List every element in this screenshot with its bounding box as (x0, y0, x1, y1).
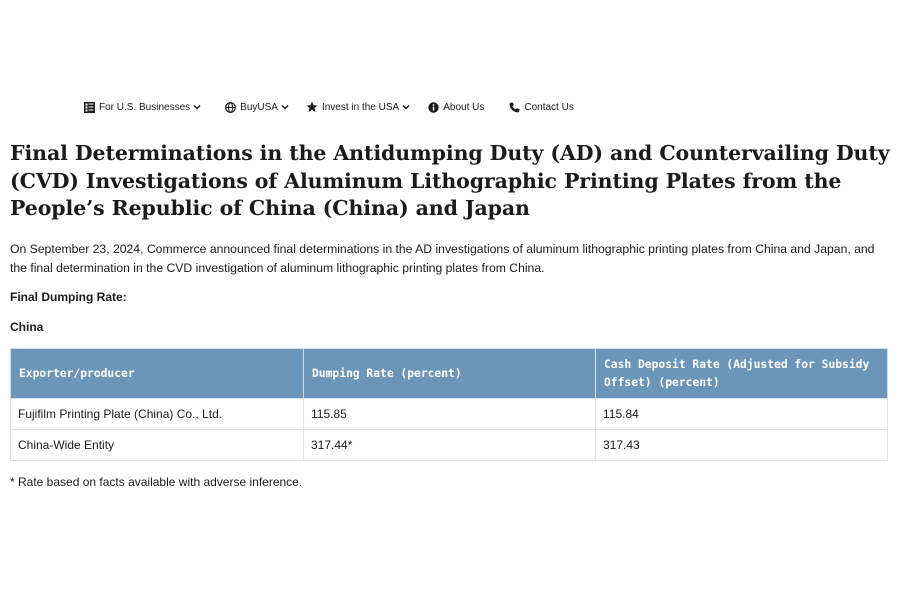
column-header-exporter: Exporter/producer (11, 349, 304, 399)
nav-item-label: Invest in the USA (321, 101, 400, 113)
chevron-down-icon (402, 103, 410, 111)
chevron-down-icon (281, 103, 289, 111)
business-icon (83, 101, 95, 113)
chevron-down-icon (193, 103, 201, 111)
table-row (11, 430, 888, 461)
nav-item-about-us[interactable] (427, 101, 484, 113)
table-row (11, 399, 888, 430)
nav-item-label: BuyUSA (240, 101, 278, 113)
globe-icon (224, 101, 236, 113)
nav-item-for-us-businesses[interactable] (83, 101, 201, 113)
cash-deposit-rate-cell: 317.43 (596, 430, 888, 461)
column-header-cash-deposit-rate: Cash Deposit Rate (Adjusted for Subsidy Offset) (percent) (596, 349, 888, 399)
dumping-rate-cell: 115.85 (304, 399, 596, 430)
intro-paragraph: On September 23, 2024, Commerce announced final determinations in the AD investigations of aluminum lithographic printing plates from China and Japan, and the final determination in the CVD investigation of aluminum lithographic printing plates from China. (10, 242, 875, 275)
top-nav (83, 99, 588, 115)
table-header-row (11, 349, 888, 399)
phone-icon (508, 101, 520, 113)
country-label: China (10, 320, 44, 334)
nav-item-label: For U.S. Businesses (99, 101, 191, 113)
nav-item-label: Contact Us (524, 101, 574, 113)
cash-deposit-rate-cell: 115.84 (596, 399, 888, 430)
footnote: * Rate based on facts available with adverse inference. (10, 475, 303, 489)
star-icon (306, 101, 318, 113)
column-header-dumping-rate: Dumping Rate (percent) (304, 349, 596, 399)
section-label: Final Dumping Rate: (10, 290, 127, 304)
exporter-cell: China-Wide Entity (11, 430, 304, 461)
dumping-rate-table (10, 348, 888, 461)
nav-item-buyusa[interactable] (224, 101, 289, 113)
nav-item-invest-in-the-usa[interactable] (306, 101, 410, 113)
nav-item-label: About Us (443, 101, 485, 113)
page-title: Final Determinations in the Antidumping Duty (AD) and Countervailing Duty (CVD) Investigations of Aluminum Lithographic Printing Plates from the People’s Republic of China (China) and Japan (10, 141, 890, 220)
nav-item-contact-us[interactable] (508, 101, 573, 113)
exporter-cell: Fujifilm Printing Plate (China) Co., Ltd. (11, 399, 304, 430)
info-icon (427, 101, 439, 113)
dumping-rate-cell: 317.44* (304, 430, 596, 461)
